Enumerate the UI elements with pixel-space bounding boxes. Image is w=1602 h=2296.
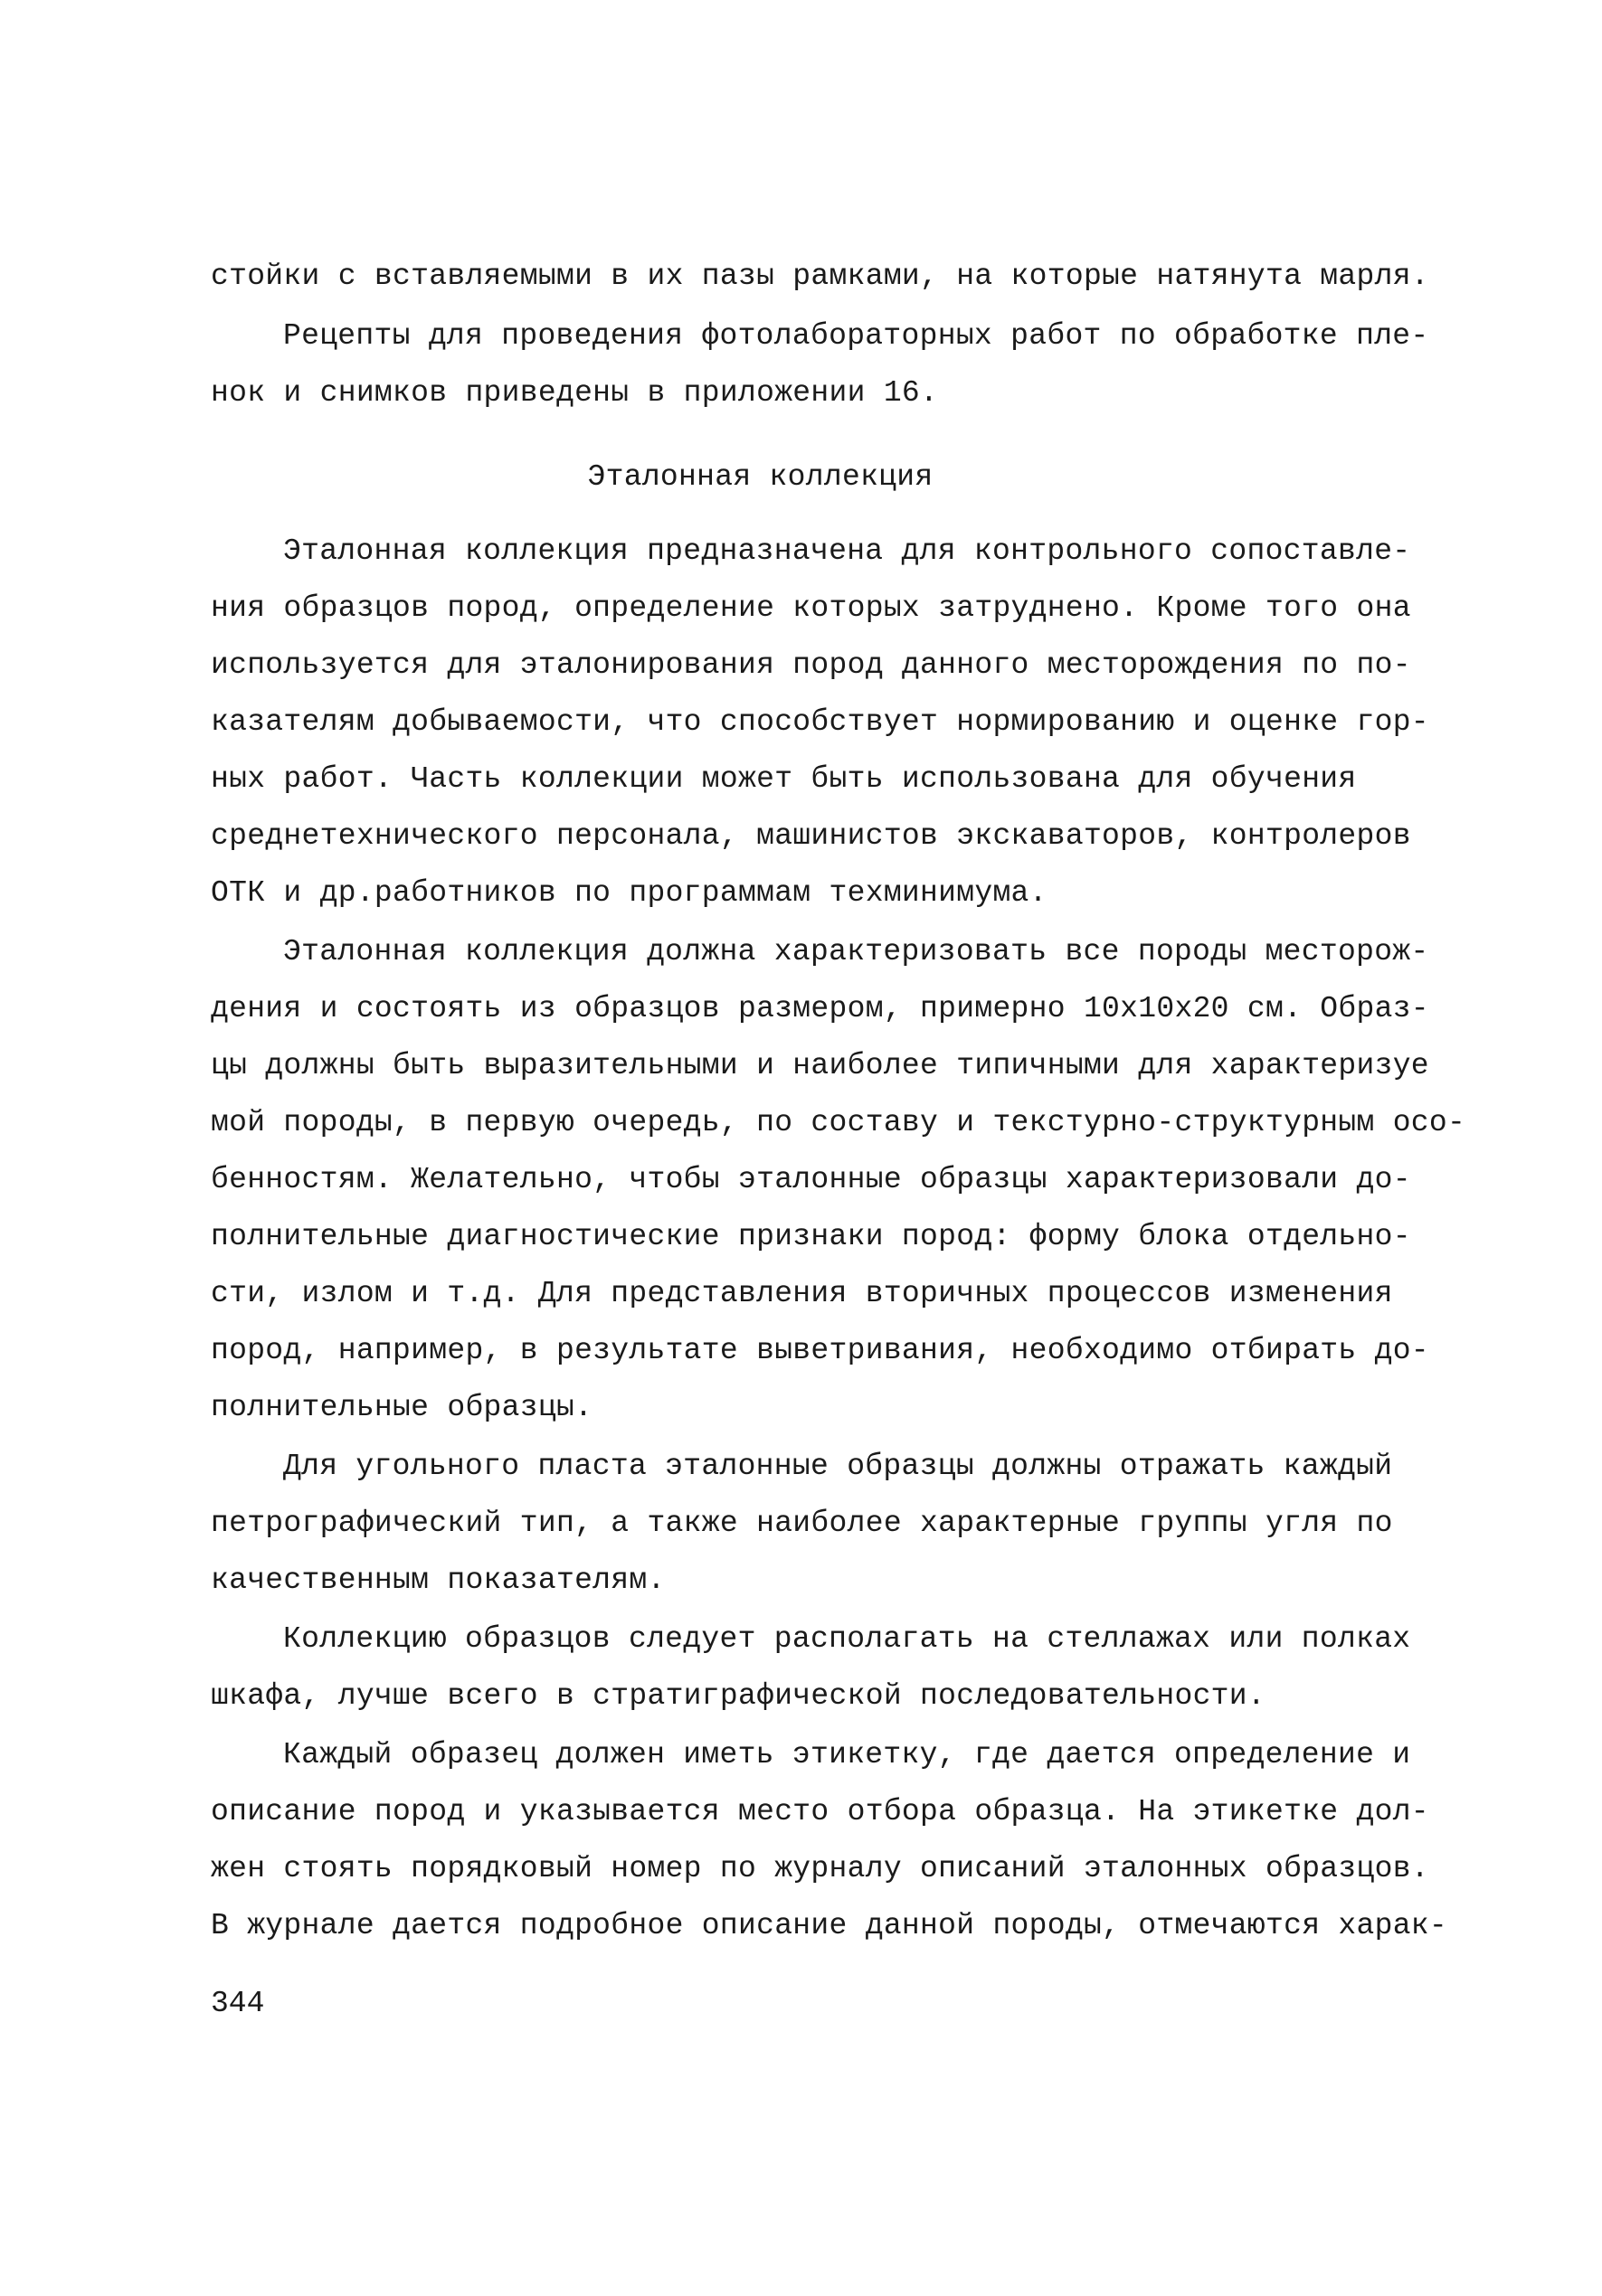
section-title: Эталонная коллекция — [587, 460, 934, 494]
text-line: цы должны быть выразительными и наиболее типичными для характеризуе — [211, 1049, 1429, 1082]
text-line: сти, излом и т.д. Для представления вторичных процессов изменения — [211, 1277, 1393, 1310]
text-line: среднетехнического персонала, машинистов экскаваторов, контролеров — [211, 819, 1411, 853]
text-line: бенностям. Желательно, чтобы эталонные образцы характеризовали до- — [211, 1163, 1411, 1196]
text-line: ния образцов пород, определение которых затруднено. Кроме того она — [211, 591, 1411, 625]
text-line: качественным показателям. — [211, 1564, 666, 1597]
text-line: ОТК и др.работников по программам техминимума. — [211, 876, 1047, 910]
text-line: ных работ. Часть коллекции может быть использована для обучения — [211, 762, 1357, 796]
text-line: используется для эталонирования пород данного месторождения по по- — [211, 648, 1411, 682]
text-line: Каждый образец должен иметь этикетку, где дается определение и — [283, 1738, 1411, 1772]
text-line: шкафа, лучше всего в стратиграфической последовательности. — [211, 1679, 1265, 1713]
text-line: жен стоять порядковый номер по журналу описаний эталонных образцов. — [211, 1852, 1429, 1885]
text-line: полнительные образцы. — [211, 1391, 593, 1424]
text-line: В журнале дается подробное описание данной породы, отмечаются харак- — [211, 1909, 1448, 1942]
text-line: описание пород и указывается место отбора образца. На этикетке дол- — [211, 1795, 1429, 1828]
text-line: Для угольного пласта эталонные образцы должны отражать каждый — [283, 1450, 1393, 1483]
text-line: нок и снимков приведены в приложении 16. — [211, 376, 939, 410]
text-line: Коллекцию образцов следует располагать на стеллажах или полках — [283, 1622, 1411, 1656]
text-line: дения и состоять из образцов размером, примерно 10х10х20 см. Образ- — [211, 992, 1429, 1025]
text-line: Рецепты для проведения фотолабораторных работ по обработке пле- — [283, 319, 1429, 353]
page-number: 344 — [211, 1987, 265, 2020]
text-line: Эталонная коллекция предназначена для контрольного сопоставле- — [283, 534, 1411, 568]
text-line: казателям добываемости, что способствует нормированию и оценке гор- — [211, 705, 1429, 739]
text-line: стойки с вставляемыми в их пазы рамками, на которые натянута марля. — [211, 260, 1429, 293]
text-line: полнительные диагностические признаки пород: форму блока отдельно- — [211, 1220, 1411, 1253]
text-line: мой породы, в первую очередь, по составу и текстурно-структурным осо- — [211, 1106, 1466, 1139]
text-line: Эталонная коллекция должна характеризовать все породы месторож- — [283, 935, 1429, 968]
text-line: петрографический тип, а также наиболее характерные группы угля по — [211, 1507, 1393, 1540]
text-line: пород, например, в результате выветривания, необходимо отбирать до- — [211, 1334, 1429, 1367]
